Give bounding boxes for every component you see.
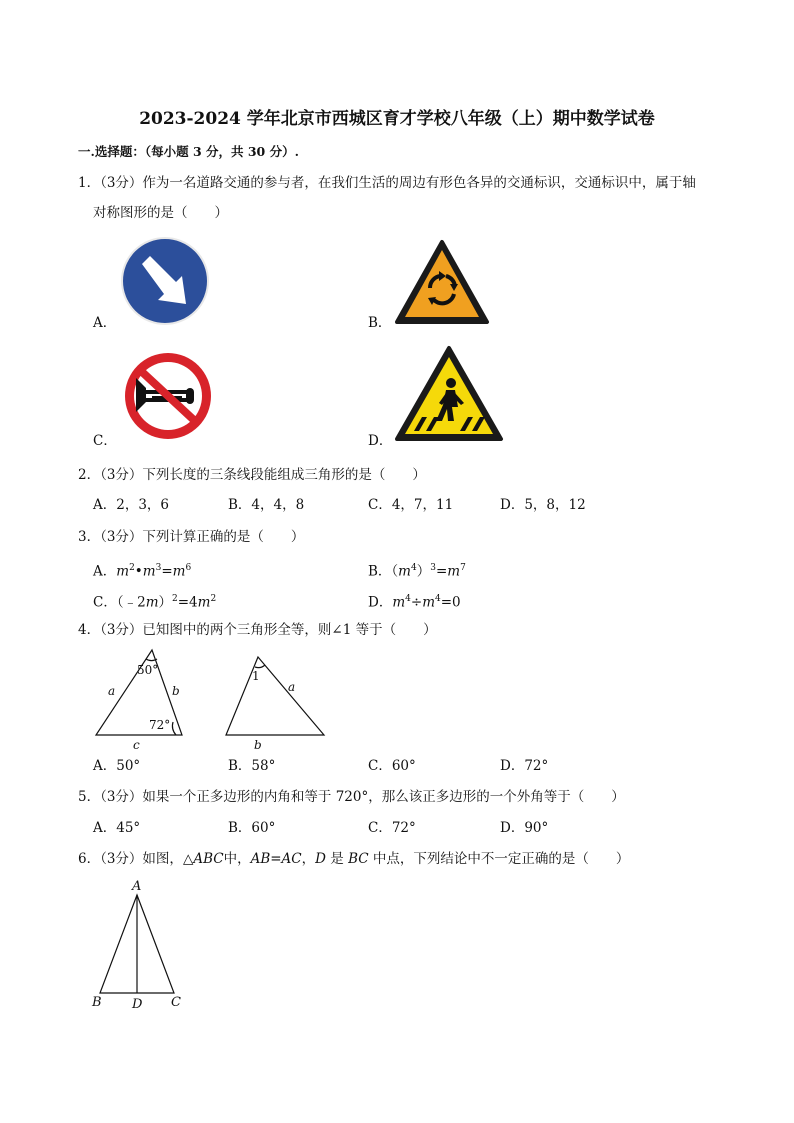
q4-option-d: D．72° — [500, 758, 549, 774]
q6-point-c: C — [171, 995, 181, 1010]
direction-arrow-sign-icon — [120, 236, 210, 326]
q3-option-b: B．$(m^4)^3=m^7$ — [368, 563, 466, 580]
page-title: 2023-2024 学年北京市西城区育才学校八年级（上）期中数学试卷 — [139, 109, 655, 129]
q1-option-c-label: C． — [93, 433, 117, 449]
q6-triangle-figure — [88, 877, 198, 1012]
q6-point-b: B — [92, 995, 102, 1010]
q2-option-b: B．4，4，8 — [228, 497, 305, 513]
q5-option-b: B．60° — [228, 820, 276, 836]
q1-stem-line2: 对称图形的是（ ） — [93, 205, 228, 221]
q4-tri1-side-c: c — [133, 738, 140, 752]
q5-stem: 5．（3分）如果一个正多边形的内角和等于 720°，那么该正多边形的一个外角等于（ ） — [78, 789, 625, 805]
q4-tri1-side-a: a — [108, 684, 116, 698]
q4-option-c: C．60° — [368, 758, 416, 774]
q1-stem-line1: 1．（3分）作为一名道路交通的参与者，在我们生活的周边有形色各异的交通标识，交通标识中，属于轴 — [78, 175, 696, 191]
q2-option-d: D．5，8，12 — [500, 497, 586, 513]
q6-point-a: A — [132, 879, 142, 894]
q4-triangles-figure — [90, 645, 340, 755]
q4-option-b: B．58° — [228, 758, 276, 774]
q3-option-c: C．$(﹣2m)^2=4m^2$ — [93, 594, 217, 611]
q4-tri2-side-b: b — [254, 738, 262, 752]
pedestrian-crossing-sign-icon — [394, 345, 504, 443]
q4-tri2-side-a: a — [288, 680, 296, 694]
q5-option-a: A．45° — [93, 820, 141, 836]
q1-option-b-label: B． — [368, 315, 392, 331]
q1-option-d-label: D． — [368, 433, 393, 449]
q2-stem: 2．（3分）下列长度的三条线段能组成三角形的是（ ） — [78, 467, 426, 483]
q5-option-d: D．90° — [500, 820, 549, 836]
q6-point-d: D — [132, 997, 143, 1012]
section-heading: 一.选择题：（每小题 3 分，共 30 分）. — [78, 144, 299, 159]
q6-stem: 6．（3分）如图，△ABC中，AB=AC，D 是 BC 中点，下列结论中不一定正确的是（ ） — [78, 851, 630, 867]
q4-tri1-top-angle: 50° — [137, 663, 159, 677]
q2-option-a: A．2，3，6 — [93, 497, 170, 513]
q4-stem: 4．（3分）已知图中的两个三角形全等，则∠1 等于（ ） — [78, 622, 437, 638]
q4-tri1-side-b: b — [172, 684, 180, 698]
q3-option-d: D．$m^4\div m^4=0$ — [368, 594, 461, 611]
q1-option-a-label: A． — [93, 315, 117, 331]
q3-option-a: A．$m^2•m^3=m^6$ — [93, 563, 192, 580]
q3-stem: 3．（3分）下列计算正确的是（ ） — [78, 529, 305, 545]
q5-option-c: C．72° — [368, 820, 416, 836]
roundabout-warning-sign-icon — [394, 238, 490, 326]
q2-option-c: C．4，7，11 — [368, 497, 454, 513]
q4-tri1-right-angle: 72° — [149, 718, 171, 732]
q4-option-a: A．50° — [93, 758, 141, 774]
no-horn-sign-icon — [122, 350, 214, 442]
q4-tri2-angle-label: 1 — [252, 669, 260, 683]
